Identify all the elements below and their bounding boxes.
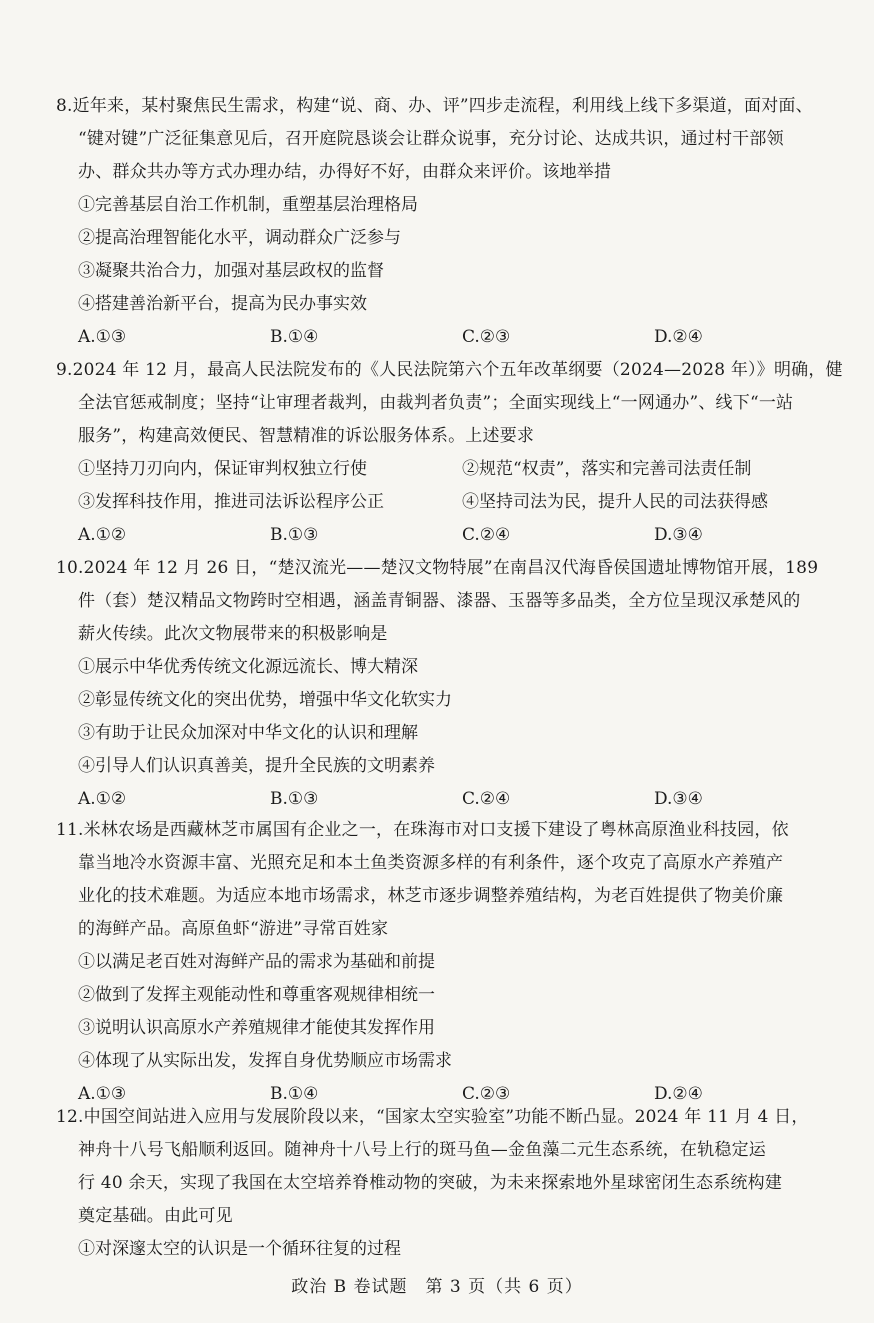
choice-b: B.①④ [270, 327, 319, 347]
choice-c: C.②③ [462, 1084, 511, 1104]
question-stem-line: 薪火传续。此次文物展带来的积极影响是 [78, 624, 388, 644]
statement-option: ①坚持刀刃向内，保证审判权独立行使 [78, 459, 367, 479]
choice-d: D.②④ [654, 327, 703, 347]
choice-d: D.②④ [654, 1084, 703, 1104]
choice-a: A.①② [78, 789, 127, 809]
statement-option-row [56, 453, 846, 486]
statement-option: ④坚持司法为民，提升人民的司法获得感 [462, 492, 768, 512]
choice-a: A.①③ [78, 327, 127, 347]
question-10 [56, 552, 846, 816]
question-stem-line: 的海鲜产品。高原鱼虾“游进”寻常百姓家 [78, 919, 389, 939]
question-stem-line: 奠定基础。由此可见 [78, 1206, 233, 1226]
statement-option: ③发挥科技作用，推进司法诉讼程序公正 [78, 492, 384, 512]
statement-option: ③凝聚共治合力，加强对基层政权的监督 [78, 261, 384, 281]
statement-option: ②规范“权责”，落实和完善司法责任制 [462, 459, 752, 479]
question-stem-line: 行 40 余天，实现了我国在太空培养脊椎动物的突破，为未来探索地外星球密闭生态系统构建 [78, 1173, 783, 1193]
question-stem-line: 神舟十八号飞船顺利返回。随神舟十八号上行的斑马鱼—金鱼藻二元生态系统，在轨稳定运 [78, 1140, 766, 1160]
statement-option: ③说明认识高原水产养殖规律才能使其发挥作用 [78, 1018, 435, 1038]
answer-choices [56, 321, 846, 354]
choice-b: B.①③ [270, 789, 319, 809]
choice-a: A.①② [78, 525, 127, 545]
question-stem-line: 服务”，构建高效便民、智慧精准的诉讼服务体系。上述要求 [78, 426, 535, 446]
question-stem-line: 12.中国空间站进入应用与发展阶段以来，“国家太空实验室”功能不断凸显。2024 年 11 月 4 日， [56, 1107, 809, 1127]
choice-a: A.①③ [78, 1084, 127, 1104]
choice-d: D.③④ [654, 525, 703, 545]
choice-b: B.①④ [270, 1084, 319, 1104]
choice-c: C.②④ [462, 789, 511, 809]
question-stem-line: 9.2024 年 12 月，最高人民法院发布的《人民法院第六个五年改革纲要（2024—2028 年）》明确，健 [56, 360, 843, 380]
statement-option: ①以满足老百姓对海鲜产品的需求为基础和前提 [78, 952, 435, 972]
question-8 [56, 90, 846, 354]
question-9 [56, 354, 846, 552]
answer-choices [56, 783, 846, 816]
statement-option: ②彰显传统文化的突出优势，增强中华文化软实力 [78, 690, 452, 710]
choice-c: C.②④ [462, 525, 511, 545]
page-footer: 政治 B 卷试题 第 3 页（共 6 页） [291, 1277, 583, 1297]
statement-option-row [56, 486, 846, 519]
answer-choices [56, 519, 846, 552]
question-11 [56, 814, 846, 1111]
question-stem-line: 件（套）楚汉精品文物跨时空相遇，涵盖青铜器、漆器、玉器等多品类，全方位呈现汉承楚风的 [78, 591, 801, 611]
choice-b: B.①③ [270, 525, 319, 545]
choice-d: D.③④ [654, 789, 703, 809]
statement-option: ③有助于让民众加深对中华文化的认识和理解 [78, 723, 418, 743]
question-stem-line: 10.2024 年 12 月 26 日，“楚汉流光——楚汉文物特展”在南昌汉代海昏侯国遗址博物馆开展，189 [56, 558, 819, 578]
statement-option: ②提高治理智能化水平，调动群众广泛参与 [78, 228, 401, 248]
statement-option: ②做到了发挥主观能动性和尊重客观规律相统一 [78, 985, 435, 1005]
statement-option: ④搭建善治新平台，提高为民办事实效 [78, 294, 367, 314]
statement-option: ④引导人们认识真善美，提升全民族的文明素养 [78, 756, 435, 776]
question-stem-line: 全法官惩戒制度；坚持“让审理者裁判，由裁判者负责”；全面实现线上“一网通办”、线下“一站 [78, 393, 794, 413]
question-stem-line: 11.米林农场是西藏林芝市属国有企业之一，在珠海市对口支援下建设了粤林高原渔业科技园，依 [56, 820, 789, 840]
question-stem-line: “键对键”广泛征集意见后，召开庭院恳谈会让群众说事，充分讨论、达成共识，通过村干部领 [78, 129, 784, 149]
choice-c: C.②③ [462, 327, 511, 347]
statement-option: ①展示中华优秀传统文化源远流长、博大精深 [78, 657, 418, 677]
question-stem-line: 办、群众共办等方式办理办结，办得好不好，由群众来评价。该地举措 [78, 162, 612, 182]
question-12 [56, 1101, 846, 1266]
statement-option: ④体现了从实际出发，发挥自身优势顺应市场需求 [78, 1051, 452, 1071]
statement-option: ①对深邃太空的认识是一个循环往复的过程 [78, 1239, 401, 1259]
statement-option: ①完善基层自治工作机制，重塑基层治理格局 [78, 195, 418, 215]
question-stem-line: 8.近年来，某村聚焦民生需求，构建“说、商、办、评”四步走流程，利用线上线下多渠道，面对面、 [56, 96, 813, 116]
question-stem-line: 业化的技术难题。为适应本地市场需求，林芝市逐步调整养殖结构，为老百姓提供了物美价廉 [78, 886, 784, 906]
question-stem-line: 靠当地冷水资源丰富、光照充足和本土鱼类资源多样的有利条件，逐个攻克了高原水产养殖产 [78, 853, 784, 873]
